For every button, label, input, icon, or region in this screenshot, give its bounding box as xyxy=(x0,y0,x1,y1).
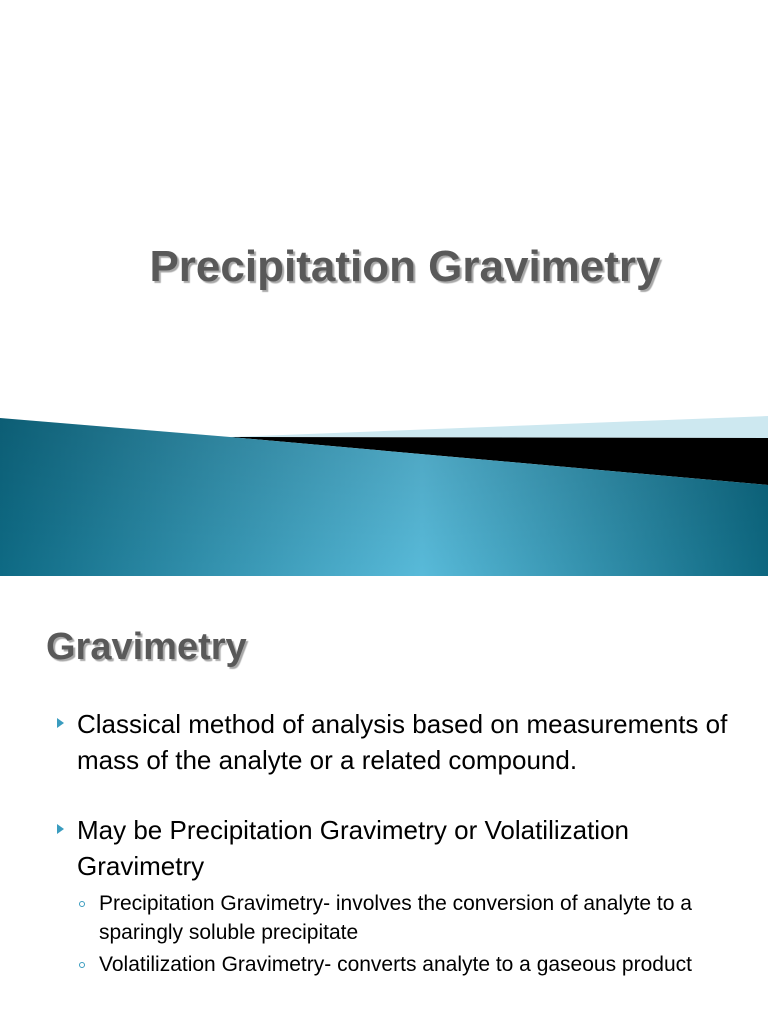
bullet-text: Classical method of analysis based on measurements of mass of the analyte or a related compound. xyxy=(77,709,728,775)
bullet-item xyxy=(50,706,750,778)
bullet-text: May be Precipitation Gravimetry or Volatilization Gravimetry xyxy=(77,815,630,881)
sub-bullet-item xyxy=(77,950,750,979)
circle-bullet-icon xyxy=(79,901,85,907)
sub-bullet-list xyxy=(77,889,750,979)
content-slide xyxy=(0,576,768,1024)
bullet-arrow-icon xyxy=(57,824,64,834)
slide-heading: Gravimetry xyxy=(46,626,247,668)
bullet-item xyxy=(50,812,750,979)
slide-title: Precipitation Gravimetry xyxy=(149,242,661,291)
sub-bullet-text: Volatilization Gravimetry- converts analyte to a gaseous product xyxy=(99,953,692,976)
sub-bullet-text: Precipitation Gravimetry- involves the conversion of analyte to a sparingly soluble precipitate xyxy=(99,892,692,944)
sub-bullet-item xyxy=(77,889,750,947)
bullet-list xyxy=(50,706,750,979)
circle-bullet-icon xyxy=(79,962,85,968)
bullet-arrow-icon xyxy=(57,718,64,728)
pale-stripe xyxy=(230,416,768,438)
